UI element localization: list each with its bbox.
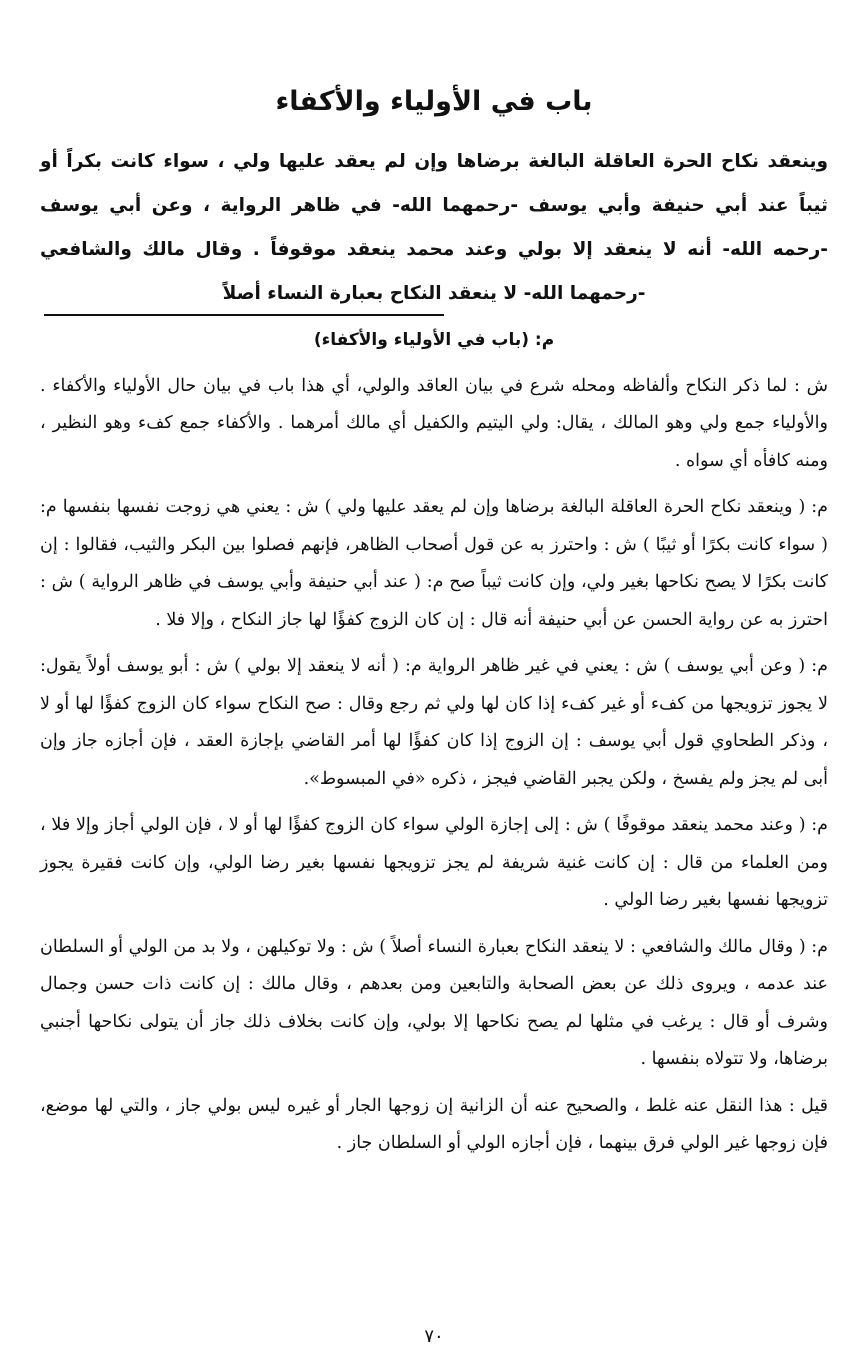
commentary-paragraph: م: ( وعند محمد ينعقد موقوفًا ) ش : إلى إجازة الولي سواء كان الزوج كفؤًا لها أو لا ، فإن الولي أجاز وإلا فلا ، ومن العلماء من قال : إن كانت غنية شريفة لم يجز تزويجها نفسها بغير رضا الولي، وإن كانت فقيرة يجوز تزويجها نفسها بغير رضا الولي . [40,815,828,910]
page-number: ٧٠ [424,1326,444,1347]
commentary-paragraph: قيل : هذا النقل عنه غلط ، والصحيح عنه أن الزانية إن زوجها الجار أو غيره ليس بولي جاز ، والتي لها موضع، فإن زوجها غير الولي فرق بينهما ، فإن أجازه الولي أو السلطان جاز . [40,1095,828,1153]
divider-line [44,314,444,316]
commentary-paragraph: م: ( وقال مالك والشافعي : لا ينعقد النكاح بعبارة النساء أصلاً ) ش : ولا توكيلهن ، ولا بد من الولي أو السلطان عند عدمه ، ويروى ذلك عن بعض الصحابة والتابعين ومن بعدهم ، وقال مالك : إن كانت ذات حسن وجمال وشرف أو قال : يرغب في مثلها لم يصح نكاحها إلا بولي، وإن كانت بخلاف ذلك جاز أن يتولى نكاحها أجنبي برضاها، ولا تتولاه بنفسها . [40,936,828,1069]
commentary-heading: م: (باب في الأولياء والأكفاء) [313,330,555,350]
commentary-paragraph: م: ( وعن أبي يوسف ) ش : يعني في غير ظاهر الرواية م: ( أنه لا ينعقد إلا بولي ) ش : أبو يوسف أولاً يقول: لا يجوز تزويجها من كفء أو غير كفء إذا كان لها ولي ثم رجع وقال : صح النكاح سواء كان الزوج كفؤًا لها أو لا ، وذكر الطحاوي قول أبي يوسف : إن الزوج إذا كان كفؤًا لها أمر القاضي بإجازة العقد ، فإن أجازه جاز وإن أبى لم يجز ولم يفسخ ، ولكن يجبر القاضي فيجز ، ذكره «في المبسوط». [40,656,828,789]
commentary [40,322,828,1163]
commentary-paragraph: م: ( وينعقد نكاح الحرة العاقلة البالغة برضاها وإن لم يعقد عليها ولي ) ش : يعني هي زوجت نفسها بنفسها م: ( سواء كانت بكرًا أو ثيبًا ) ش : واحترز به عن قول أصحاب الظاهر، فإنهم فصلوا بين البكر والثيب، فقالوا : إن كانت بكرًا لا يصح نكاحها بغير ولي، وإن كانت ثيباً صح م: ( عند أبي حنيفة وأبي يوسف في ظاهر الرواية ) ش : احترز به عن رواية الحسن عن أبي حنيفة أنه قال : إن كان الزوج كفؤًا لها جاز النكاح ، وإلا فلا . [40,497,828,630]
chapter-title: باب في الأولياء والأكفاء [275,86,593,117]
commentary-paragraph: ش : لما ذكر النكاح وألفاظه ومحله شرع في بيان العاقد والولي، أي هذا باب في بيان حال الأولياء والأكفاء . والأولياء جمع ولي وهو المالك ، يقال: ولي اليتيم والكفيل أي مالك أمرهما . والأكفاء جمع كفء وهو النظير ، ومنه كافأه أي سواه . [40,375,828,471]
main-text: وينعقد نكاح الحرة العاقلة البالغة برضاها وإن لم يعقد عليها ولي ، سواء كانت بكراً أو ثيباً عند أبي حنيفة وأبي يوسف -رحمهما الله- في ظاهر الرواية ، وعن أبي يوسف -رحمه الله- أنه لا ينعقد إلا بولي وعند محمد ينعقد موقوفاً . وقال مالك والشافعي -رحمهما الله- لا ينعقد النكاح بعبارة النساء أصلاً [40,151,828,304]
